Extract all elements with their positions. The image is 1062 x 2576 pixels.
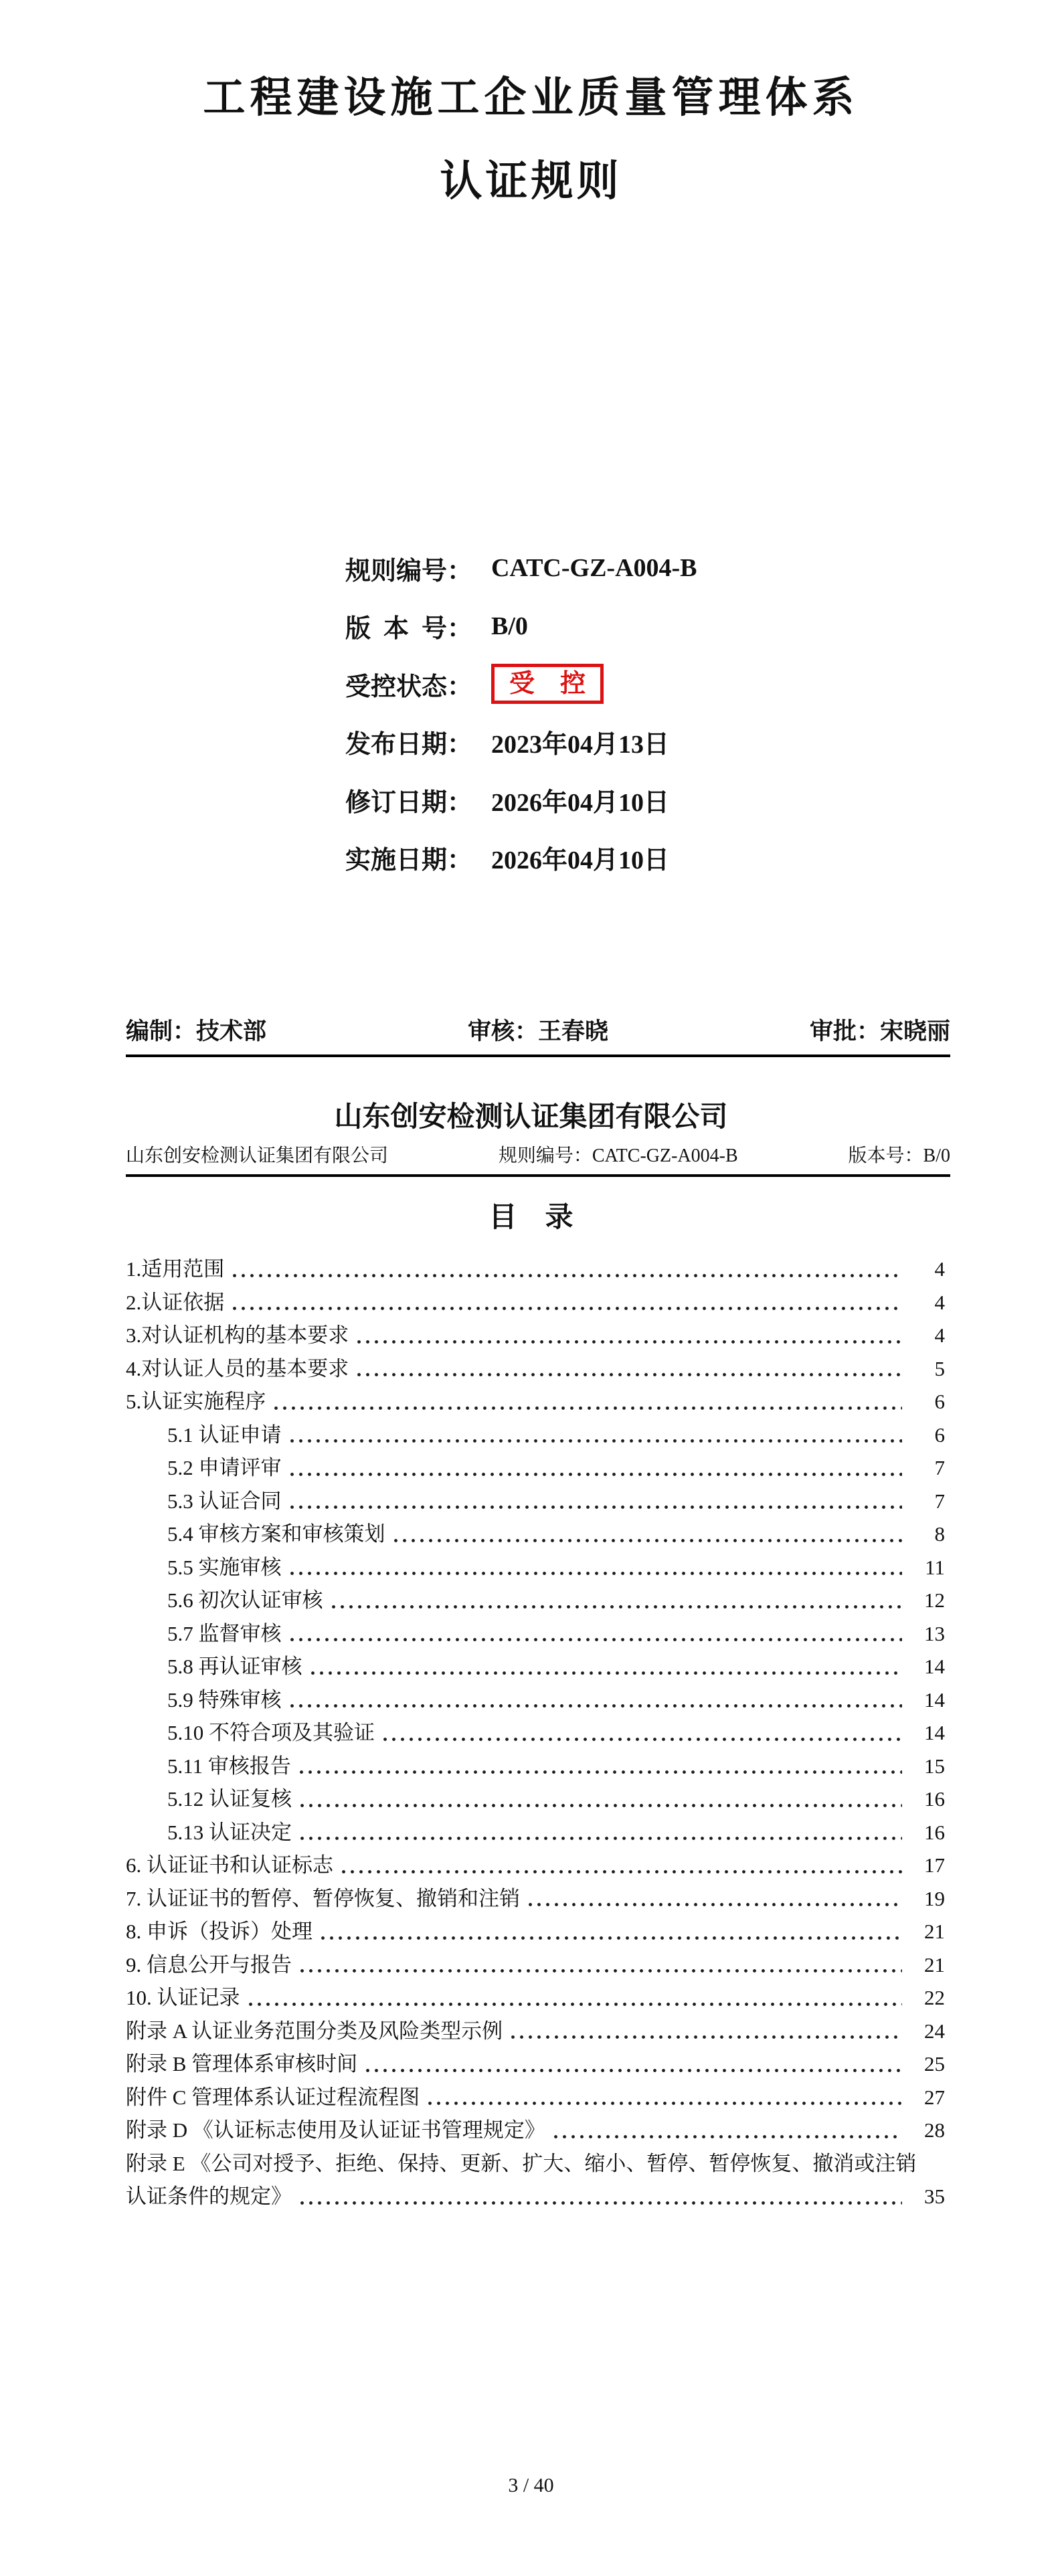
toc-entry-label: 5.1 认证申请	[167, 1422, 282, 1447]
issue-date-value: 2023年04月13日	[491, 731, 670, 759]
meta-row-implementation-date	[345, 829, 697, 887]
toc-entry-label: 4.对认证人员的基本要求	[126, 1356, 349, 1380]
dot-leader	[341, 1869, 902, 1874]
dot-leader	[300, 1803, 902, 1808]
toc-entry-label: 附录 E 《公司对授予、拒绝、保持、更新、扩大、缩小、暂停、暂停恢复、撤消或注销	[126, 2151, 917, 2175]
dot-leader	[528, 1902, 902, 1907]
toc-entry	[126, 1683, 945, 1717]
toc-entry	[126, 1948, 945, 1982]
document-meta-block	[345, 539, 697, 887]
toc-title: 目 录	[489, 1202, 573, 1233]
document-title-line2: 认证规则	[440, 158, 622, 205]
toc-entry-page: 7	[934, 1489, 945, 1513]
meta-label: 发布日期：	[345, 731, 473, 759]
meta-row-revision-date	[345, 771, 697, 829]
toc-entry-label: 5.8 再认证审核	[167, 1655, 302, 1678]
toc-entry	[126, 2081, 945, 2114]
toc-entry-label: 5.10 不符合项及其验证	[167, 1721, 375, 1744]
toc-entry-page: 22	[924, 1986, 945, 2009]
toc-entry-label: 5.认证实施程序	[126, 1390, 266, 1413]
toc-entry	[126, 1485, 945, 1518]
table-of-contents	[126, 1253, 945, 2213]
toc-entry-label: 附录 D 《认证标志使用及认证证书管理规定》	[126, 2118, 545, 2142]
toc-entry-label: 5.13 认证决定	[167, 1820, 292, 1844]
toc-entry-label: 附录 B 管理体系审核时间	[126, 2052, 358, 2076]
company-name: 山东创安检测认证集团有限公司	[334, 1102, 728, 1133]
toc-entry-label: 5.3 认证合同	[167, 1489, 282, 1513]
toc-entry	[126, 1584, 945, 1617]
toc-entry-page: 21	[924, 1920, 945, 1943]
meta-label: 受控状态：	[345, 672, 473, 701]
toc-entry	[126, 1816, 945, 1849]
dot-leader	[290, 1472, 903, 1477]
toc-entry	[126, 1418, 945, 1452]
toc-entry-page: 14	[924, 1721, 945, 1744]
toc-entry-page: 17	[924, 1853, 945, 1877]
toc-entry-page: 24	[924, 2019, 945, 2043]
header-version: 版本号：B/0	[848, 1145, 950, 1166]
toc-entry-wrapped-first-line	[126, 2147, 945, 2181]
toc-entry-page: 11	[925, 1555, 945, 1579]
meta-label: 修订日期：	[345, 788, 473, 817]
toc-entry	[126, 1849, 945, 1882]
dot-leader	[365, 2068, 902, 2073]
dot-leader	[300, 2201, 902, 2205]
meta-label: 实施日期：	[345, 846, 473, 875]
dot-leader	[290, 1704, 903, 1708]
dot-leader	[290, 1439, 903, 1443]
toc-entry	[126, 1451, 945, 1485]
meta-row-control-status	[345, 655, 697, 713]
toc-entry-page: 13	[924, 1621, 945, 1645]
implementation-date-value: 2026年04月10日	[491, 846, 670, 875]
toc-entry-page: 5	[934, 1356, 945, 1380]
toc-entry-page: 25	[924, 2052, 945, 2076]
toc-entry-page: 8	[934, 1522, 945, 1546]
toc-entry	[126, 2047, 945, 2081]
toc-entry-label: 9. 信息公开与报告	[126, 1952, 292, 1976]
toc-entry-label: 附录 A 认证业务范围分类及风险类型示例	[126, 2019, 503, 2043]
toc-entry-page: 6	[934, 1422, 945, 1447]
dot-leader	[357, 1372, 902, 1377]
toc-entry-label: 5.6 初次认证审核	[167, 1588, 323, 1612]
toc-entry-page: 4	[934, 1290, 945, 1314]
dot-leader	[428, 2101, 902, 2106]
toc-entry	[126, 1551, 945, 1584]
toc-entry	[126, 1617, 945, 1651]
toc-entry-wrapped-second-line	[126, 2180, 945, 2213]
toc-entry	[126, 1517, 945, 1551]
dot-leader	[383, 1737, 902, 1742]
toc-entry-page: 35	[924, 2185, 945, 2208]
dot-leader	[299, 1770, 902, 1774]
dot-leader	[393, 1538, 903, 1543]
toc-entry-label: 10. 认证记录	[126, 1986, 240, 2009]
toc-entry	[126, 1385, 945, 1418]
running-page-header	[126, 1141, 950, 1177]
dot-leader	[553, 2134, 902, 2139]
meta-row-issue-date	[345, 713, 697, 771]
toc-entry-label: 1.适用范围	[126, 1257, 225, 1281]
dot-leader	[300, 1968, 902, 1973]
toc-entry	[126, 1650, 945, 1683]
dot-leader	[232, 1273, 902, 1278]
toc-entry-page: 14	[924, 1687, 945, 1712]
dot-leader	[331, 1604, 903, 1609]
approved-by: 审批：宋晓丽	[809, 1018, 950, 1044]
toc-entry-label: 6. 认证证书和认证标志	[126, 1853, 333, 1877]
dot-leader	[321, 1936, 902, 1940]
toc-entry-page: 19	[924, 1886, 945, 1910]
toc-entry-label: 8. 申诉（投诉）处理	[126, 1920, 313, 1943]
toc-entry-page: 4	[934, 1323, 945, 1347]
meta-row-version	[345, 597, 697, 656]
toc-entry-label: 认证条件的规定》	[126, 2185, 292, 2208]
header-company-name: 山东创安检测认证集团有限公司	[126, 1145, 389, 1166]
meta-label: 规则编号：	[345, 557, 473, 585]
dot-leader	[511, 2035, 902, 2039]
toc-entry	[126, 2015, 945, 2048]
toc-entry-label: 5.9 特殊审核	[167, 1687, 282, 1712]
toc-entry-page: 28	[924, 2118, 945, 2142]
toc-entry-label: 5.5 实施审核	[167, 1555, 282, 1579]
header-rule-number: 规则编号：CATC-GZ-A004-B	[498, 1145, 738, 1166]
toc-entry	[126, 1750, 945, 1783]
dot-leader	[290, 1505, 903, 1509]
toc-entry	[126, 1319, 945, 1352]
toc-entry-page: 16	[924, 1820, 945, 1844]
toc-entry-label: 5.2 申请评审	[167, 1456, 282, 1479]
reviewed-by: 审核：王春晓	[467, 1018, 608, 1044]
toc-entry	[126, 1782, 945, 1816]
footer-page-number: 3 / 40	[508, 2474, 554, 2496]
toc-entry-page: 15	[924, 1754, 945, 1778]
dot-leader	[300, 1836, 902, 1841]
toc-entry	[126, 1352, 945, 1386]
toc-entry-label: 2.认证依据	[126, 1290, 225, 1314]
cover-title-block	[0, 75, 1062, 204]
version-value: B/0	[491, 612, 528, 640]
controlled-stamp: 受 控	[491, 664, 604, 704]
toc-entry-page: 4	[934, 1257, 945, 1281]
meta-label: 版 本 号：	[345, 615, 473, 644]
dot-leader	[290, 1571, 903, 1576]
toc-entry	[126, 1915, 945, 1948]
prepared-by: 编制：技术部	[126, 1018, 267, 1044]
toc-entry-label: 3.对认证机构的基本要求	[126, 1323, 349, 1347]
dot-leader	[357, 1340, 902, 1344]
toc-entry	[126, 1253, 945, 1286]
toc-entry-page: 7	[934, 1456, 945, 1479]
toc-entry-page: 21	[924, 1952, 945, 1976]
approval-row	[126, 1013, 950, 1057]
revision-date-value: 2026年04月10日	[491, 788, 670, 817]
meta-row-rule-number	[345, 539, 697, 597]
dot-leader	[248, 2002, 903, 2007]
dot-leader	[274, 1406, 902, 1410]
toc-entry-label: 5.4 审核方案和审核策划	[167, 1522, 385, 1546]
toc-entry	[126, 2114, 945, 2147]
toc-entry-page: 27	[924, 2085, 945, 2109]
toc-entry-page: 16	[924, 1787, 945, 1811]
document-title-line1: 工程建设施工企业质量管理体系	[203, 74, 859, 121]
dot-leader	[311, 1671, 903, 1675]
toc-entry-page: 14	[924, 1655, 945, 1678]
toc-entry	[126, 1286, 945, 1319]
toc-entry-label: 5.7 监督审核	[167, 1621, 282, 1645]
toc-entry-label: 7. 认证证书的暂停、暂停恢复、撤销和注销	[126, 1886, 520, 1910]
toc-entry-label: 5.12 认证复核	[167, 1787, 292, 1811]
dot-leader	[232, 1306, 902, 1311]
toc-entry	[126, 1882, 945, 1916]
rule-number-value: CATC-GZ-A004-B	[491, 554, 697, 583]
toc-entry	[126, 1716, 945, 1750]
toc-entry	[126, 1981, 945, 2015]
toc-entry-label: 5.11 审核报告	[167, 1754, 291, 1778]
toc-entry-page: 6	[934, 1390, 945, 1413]
toc-entry-page: 12	[924, 1588, 945, 1612]
toc-entry-label: 附件 C 管理体系认证过程流程图	[126, 2085, 420, 2109]
dot-leader	[290, 1637, 903, 1642]
